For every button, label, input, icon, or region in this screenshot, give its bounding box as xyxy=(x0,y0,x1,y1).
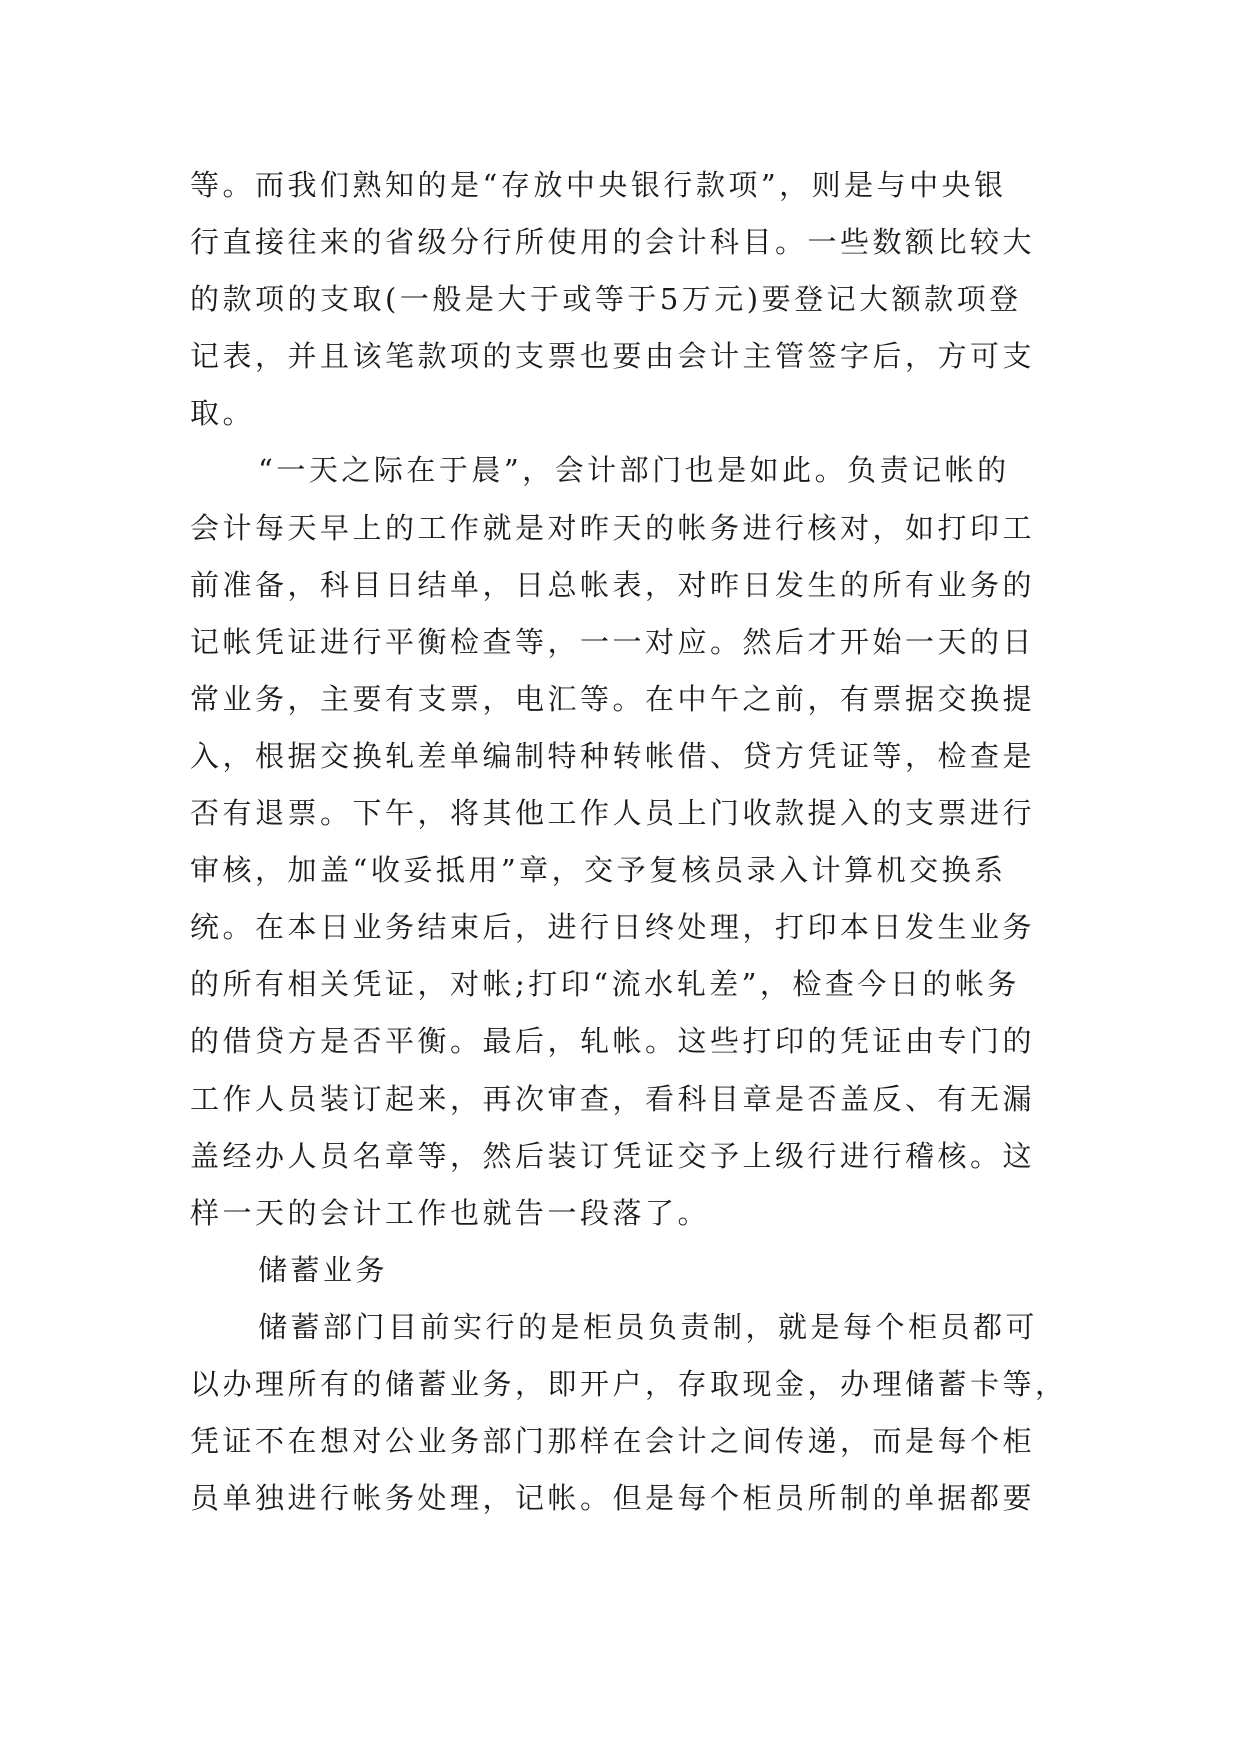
text-line: 记帐凭证进行平衡检查等，一一对应。然后才开始一天的日 xyxy=(190,624,1036,659)
document-body xyxy=(190,157,1068,1527)
text-line: 盖经办人员名章等，然后装订凭证交予上级行进行稽核。这 xyxy=(190,1138,1036,1173)
section-heading: 储蓄业务 xyxy=(258,1252,389,1287)
paragraph-start-line: 储蓄部门目前实行的是柜员负责制，就是每个柜员都可 xyxy=(258,1309,1039,1344)
text-line: 的款项的支取(一般是大于或等于5万元)要登记大额款项登 xyxy=(190,282,1022,317)
text-line: 取。 xyxy=(190,396,256,431)
text-line: 的所有相关凭证，对帐;打印“流水轧差”，检查今日的帐务 xyxy=(190,967,1020,1002)
text-line: 否有退票。下午，将其他工作人员上门收款提入的支票进行 xyxy=(190,796,1036,831)
paragraph-start-line: “一天之际在于晨”，会计部门也是如此。负责记帐的 xyxy=(258,453,1010,488)
text-line: 样一天的会计工作也就告一段落了。 xyxy=(190,1195,711,1230)
text-line: 入，根据交换轧差单编制特种转帐借、贷方凭证等，检查是 xyxy=(190,738,1036,773)
text-line: 审核，加盖“收妥抵用”章，交予复核员录入计算机交换系 xyxy=(190,853,1007,888)
text-line: 前准备，科目日结单，日总帐表，对昨日发生的所有业务的 xyxy=(190,567,1036,602)
text-line: 的借贷方是否平衡。最后，轧帐。这些打印的凭证由专门的 xyxy=(190,1024,1036,1059)
text-line: 以办理所有的储蓄业务，即开户，存取现金，办理储蓄卡等， xyxy=(190,1366,1068,1401)
text-line: 会计每天早上的工作就是对昨天的帐务进行核对，如打印工 xyxy=(190,510,1036,545)
text-line: 行直接往来的省级分行所使用的会计科目。一些数额比较大 xyxy=(190,225,1036,260)
text-line: 凭证不在想对公业务部门那样在会计之间传递，而是每个柜 xyxy=(190,1424,1036,1459)
text-line: 等。而我们熟知的是“存放中央银行款项”，则是与中央银 xyxy=(190,168,1007,202)
text-line: 工作人员装订起来，再次审查，看科目章是否盖反、有无漏 xyxy=(190,1081,1036,1116)
text-line: 记表，并且该笔款项的支票也要由会计主管签字后，方可支 xyxy=(190,339,1036,374)
text-line: 员单独进行帐务处理，记帐。但是每个柜员所制的单据都要 xyxy=(190,1481,1036,1516)
text-line: 统。在本日业务结束后，进行日终处理，打印本日发生业务 xyxy=(190,910,1036,945)
text-line: 常业务，主要有支票，电汇等。在中午之前，有票据交换提 xyxy=(190,681,1036,716)
